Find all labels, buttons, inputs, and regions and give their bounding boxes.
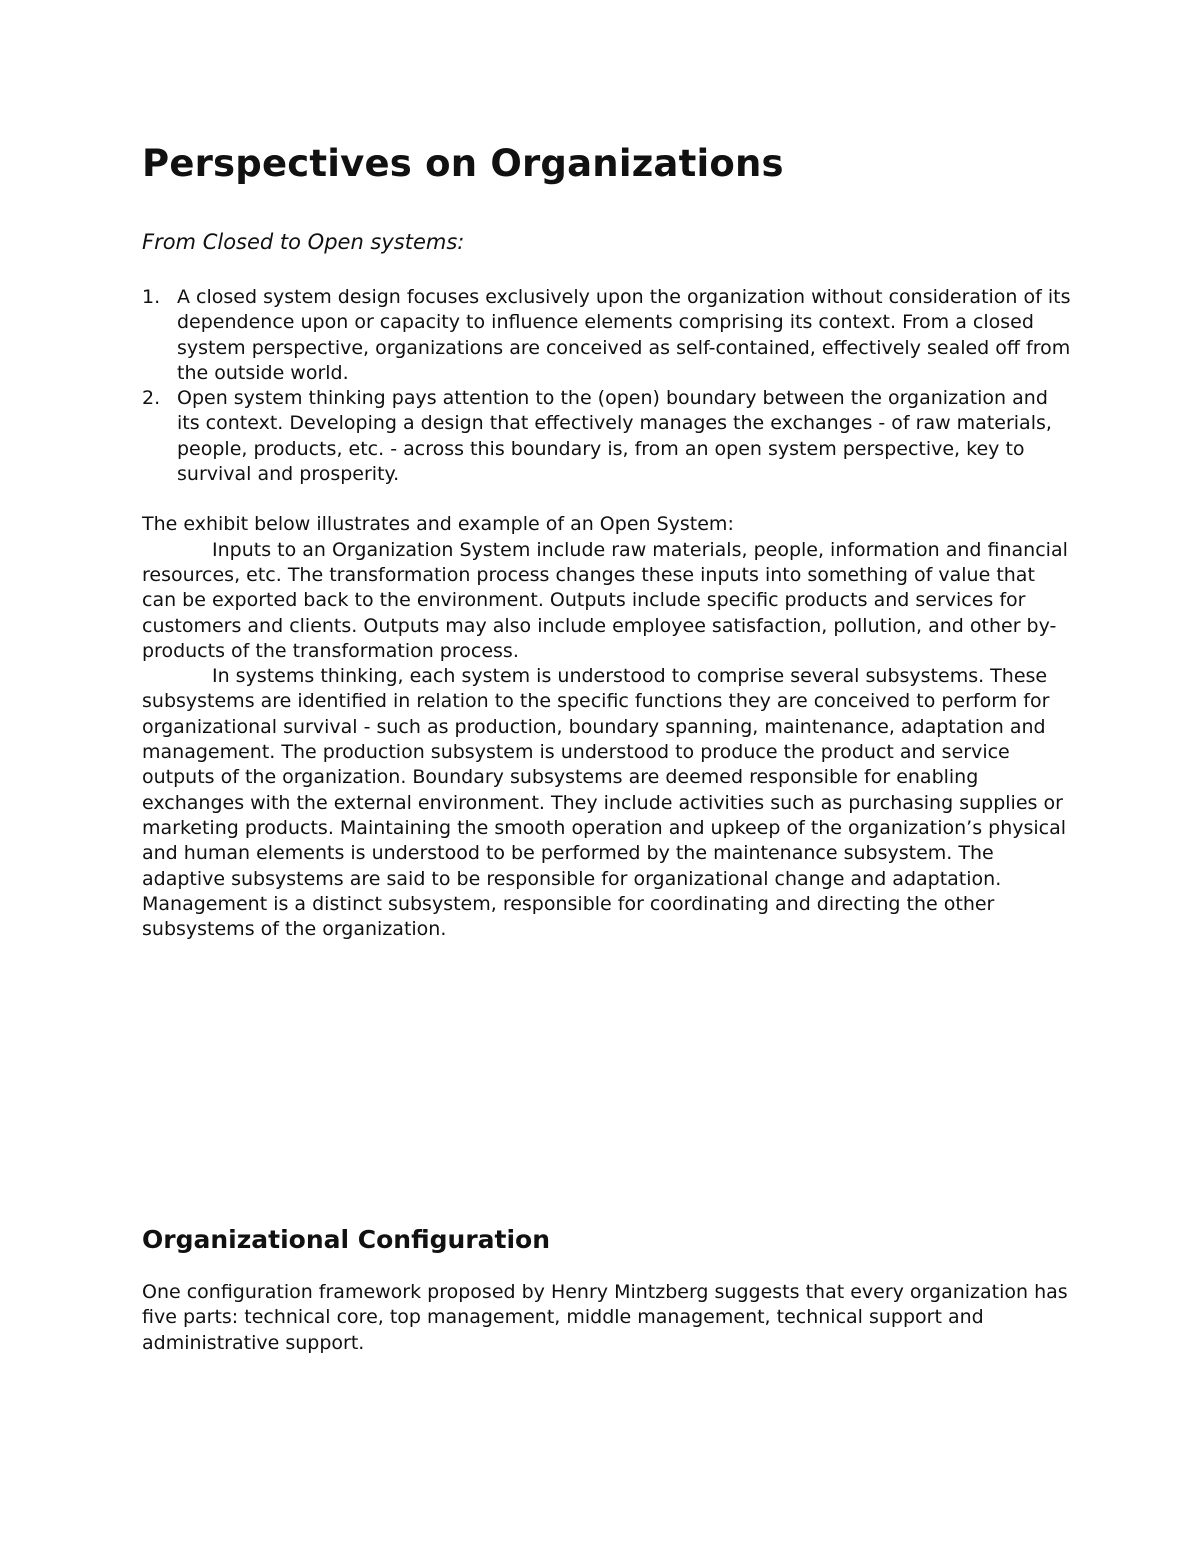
- configuration-paragraph: One configuration framework proposed by Henry Mintzberg suggests that every organization has five parts: technical core, top management, middle management, technical support and administrative support.: [142, 1281, 1068, 1354]
- section-subtitle: From Closed to Open systems:: [142, 230, 465, 254]
- section-heading: Organizational Configuration: [142, 1225, 551, 1254]
- page-title: Perspectives on Organizations: [142, 142, 784, 185]
- numbered-list: [142, 285, 1072, 487]
- configuration-section: [142, 1222, 1072, 1375]
- paragraph-inputs: Inputs to an Organization System include raw materials, people, information and financial resources, etc. The transformation process changes these inputs into something of value that can be exported back to the environment. Outputs include specific products and services for customers and clients. Outputs may also include employee satisfaction, pollution, and other by-products of the transformation process.: [142, 538, 1068, 662]
- list-item-number: 2.: [142, 387, 161, 410]
- list-item-number: 1.: [142, 286, 161, 308]
- list-item-text: A closed system design focuses exclusively upon the organization without consideration of its dependence upon or capacity to influence elements comprising its context. From a closed system perspective, organizations are conceived as self-contained, effectively sealed off from the outside world.: [177, 286, 1071, 384]
- list-item: [142, 386, 1072, 487]
- document-page: [142, 138, 1072, 942]
- list-item-text: Open system thinking pays attention to the (open) boundary between the organization and its context. Developing a design that effectively manages the exchanges - of raw materials, people, products, etc. - across this boundary is, from an open system perspective, key to survival and prosperity.: [177, 387, 1052, 486]
- exhibit-intro: The exhibit below illustrates and example of an Open System:: [142, 513, 734, 536]
- list-item: [142, 285, 1072, 386]
- paragraph-subsystems: In systems thinking, each system is understood to comprise several subsystems. These subsystems are identified in relation to the specific functions they are conceived to perform for organizational survival - such as production, boundary spanning, maintenance, adaptation and management. The production subsystem is understood to produce the product and service outputs of the organization. Boundary subsystems are deemed responsible for enabling exchanges with the external environment. They include activities such as purchasing supplies or marketing products. Maintaining the smooth operation and upkeep of the organization’s physical and human elements is understood to be performed by the maintenance subsystem. The adaptive subsystems are said to be responsible for organizational change and adaptation. Management is a distinct subsystem, responsible for coordinating and directing the other subsystems of the organization.: [142, 665, 1067, 941]
